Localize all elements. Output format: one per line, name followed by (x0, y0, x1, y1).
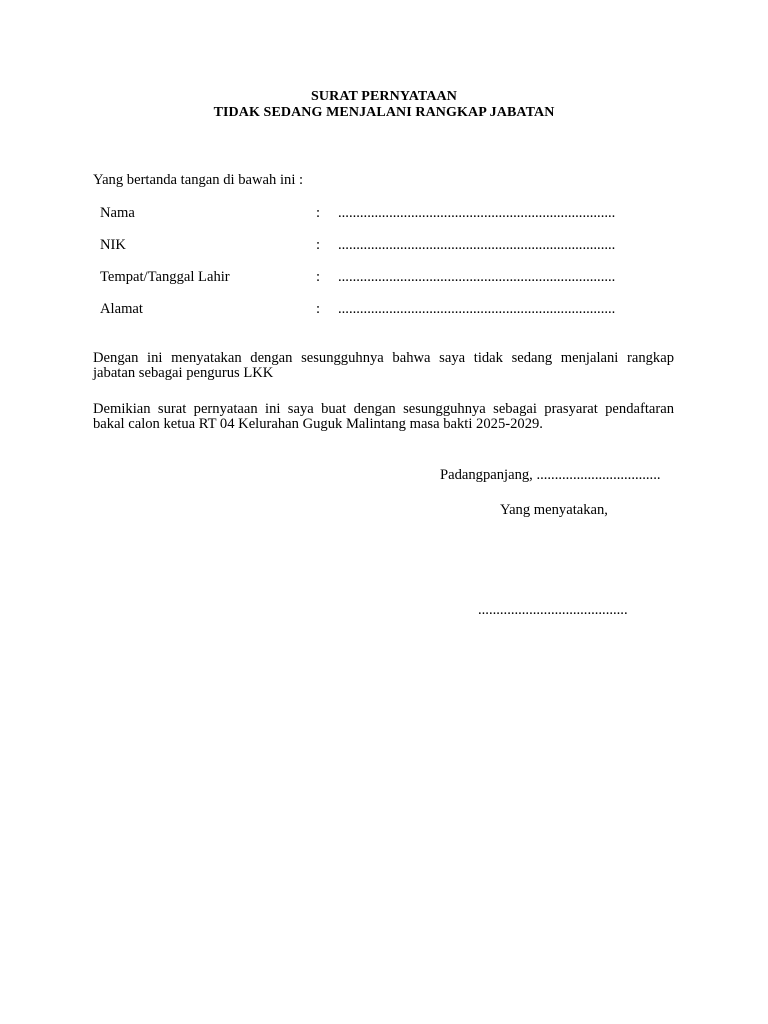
statement-paragraph (93, 351, 674, 381)
declarer-label: Yang menyatakan, (500, 502, 608, 518)
field-label-nama: Nama (100, 205, 135, 221)
document-subtitle: TIDAK SEDANG MENJALANI RANGKAP JABATAN (213, 105, 555, 120)
field-blank-alamat: ............................................................................ (338, 301, 616, 317)
field-blank-nik: ............................................................................ (338, 237, 616, 253)
field-blank-tempat-tanggal-lahir: ............................................................................ (338, 269, 616, 285)
signature-line: ......................................... (478, 602, 628, 618)
closing-paragraph-line-1: Demikian surat pernyataan ini saya buat dengan sesungguhnya sebagai prasyarat pendaftaran (93, 401, 674, 417)
field-colon-nama: : (316, 205, 321, 221)
statement-paragraph-line-1: Dengan ini menyatakan dengan sesungguhnya bahwa saya tidak sedang menjalani rangkap (93, 350, 674, 366)
field-colon-nik: : (316, 237, 321, 253)
closing-paragraph (93, 402, 674, 432)
field-label-alamat: Alamat (100, 301, 143, 317)
field-label-nik: NIK (100, 237, 126, 253)
intro-text: Yang bertanda tangan di bawah ini : (93, 172, 304, 188)
field-label-tempat-tanggal-lahir: Tempat/Tanggal Lahir (100, 269, 230, 285)
field-blank-nama: ............................................................................ (338, 205, 616, 221)
field-colon-alamat: : (316, 301, 321, 317)
document-title: SURAT PERNYATAAN (311, 89, 457, 104)
statement-paragraph-line-2: jabatan sebagai pengurus LKK (93, 365, 274, 381)
field-colon-tempat-tanggal-lahir: : (316, 269, 321, 285)
closing-paragraph-line-2: bakal calon ketua RT 04 Kelurahan Guguk Malintang masa bakti 2025-2029. (93, 416, 543, 432)
place-date-line: Padangpanjang, .................................. (440, 467, 661, 483)
